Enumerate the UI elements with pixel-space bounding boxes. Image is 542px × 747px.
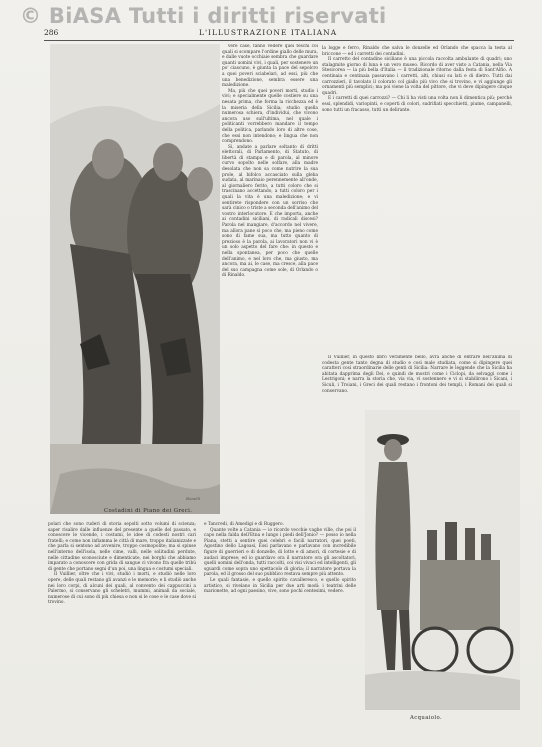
paragraph: polari che sono ruderi di storia sepolti sotto volumi di scienza; saper risalire dalle influenze del presente a quelle del passato, e conoscere le vicende, i costumi, le idee di codesti nostri cari fratelli; e come non infiamma le città di mare, troppo italianizzate e che parla si sentono ad avvenire, troppo cosmopolite; ma si spinse nell'interno dell'isola, nelle cime, valli, nelle solitudini perdute, nelle cittadine sconosciute e dimenticate, nei borghi che abbiamo imparato a conoscere con grida di sangue ci vivono fra quelle tribù di gente che portano segni d'un poi, una lingua e costumi speciali. xyxy=(48,522,196,572)
page-number: 286 xyxy=(44,28,59,37)
water-seller-engraving xyxy=(365,410,520,710)
paragraph: Il Vuillier, oltre che i vivi, studiò i morti, e studiò nelle loro opere, delle quali restano gli avanzi e le memorie; e li studiò anche nei loro corpi, di alcuni dei quali, al convento dei cappuccini a Palermo, si conservano gli scheletri, mummi, animali da sociale, numerose di cui sono di più chiesa e non si le cose e le case dove si trovino. xyxy=(48,572,196,606)
peasants-illustration xyxy=(50,44,220,514)
paragraph: vere case, fanno vedere quei teschi coi quali si scompare l'ordine giallo delle mura, e dalle vuote occhiaie sembra che guardare quanti uomini vivi, i quali, per sostenere un po' ciascuno, è giunta la pace del sepolcro a quei poveri sciabelari, ad essi, più che una benedizione, sembra essere una maledizione. xyxy=(222,44,318,89)
paragraph: la logge e ferro, Rinaldo che salva le donzelle ed Orlando che spacca la testa al briccone — ed i carretti dei contadini. xyxy=(322,46,512,57)
paragraph: E i carretti di quei carrozzi? — Chi li ha visti una volta non li dimentica più; perchè essi, splendidi, variopinti, e coperti di colori, sudrifiati specchietti, piume, campanelli, sono tutti un fracasso, tutti un delirante. xyxy=(322,96,512,113)
text-column-right-middle xyxy=(322,355,512,407)
text-column-bottom-left xyxy=(48,520,196,738)
journal-title: L'ILLUSTRAZIONE ITALIANA xyxy=(199,28,338,37)
copyright-watermark: © BiASA Tutti i diritti riservati xyxy=(20,4,387,28)
peasants-engraving xyxy=(50,44,220,514)
paragraph: Le quali fantasie, e quello spirito cavalleresco, e quello spirito artistico, si rivelano in Sicilia per due arti modi: i teatrini delle marionette, ad ogni paesino, vive, sono pochi centesimi, vedere. xyxy=(204,577,356,595)
text-column-middle xyxy=(222,44,318,510)
paragraph: Ma, più che quei poveri morti, studio i vivi; e specialmente quelle costiere su una nesata prima, che forma la ricchezza ed è la miseria della Sicilia; studio quella numerosa schiera, d'individui, che vivono ancora uso sull'ultima, nel quale i politicanti vorrebbero mandare il tempo della politica, parlando loro di altre cose, che essi non intendono; e lingua che non comprendono. xyxy=(222,88,318,145)
paragraph: Il Vuillier, in questo libro veramente bello, avrà anche di entrare nell'anima di codesta gente tanto degna di studio e così male studiata, come si dipingere quei caratteri così straordinarie delle genti di Sicilia: Narrare le leggende che la Sicilia ha abitata dapprima degli Dei, e quindi de mostri come i Ciclopi, da selvaggi come i Lestrigoni; e narra la storia che, via via, vi sostennero e vi si stabilirono i Sicani, i Siculi, i Troiani, i Greci dei quali restano i frontoni dei templi, i Romani dei quali si conservano. xyxy=(322,355,512,394)
header-rule xyxy=(44,40,514,41)
paragraph: Quante volte a Catania — io ricordo vecchie vaghe ville, che poi il capo nella falda dell'Etna e lungo i piedi dell'Jonio? — posso io nella Piana, stetti a sentire quei celebri e facili narratori, quei poeti, Agostino dello Lagoasi, Essi parlavano e parlavano con incredibile figure di guerrieri e di donzelle, di lotte e di amori, di cortesie e di audaci imprese; ed io guardavo ora il narratore ora gli ascoltatori, quelli uomini dell'onda, tutti raccolti, coi visi vivaci ed intelligenti, gli sguardi come sopra uno spettacolo di gloria; il narratore portava la parola, ed il grosso del suo pubblico restava sempre più attento. xyxy=(204,527,356,578)
water-seller-illustration xyxy=(365,410,520,710)
paragraph: Il carretto del contadino siciliano è una piccola raccolta ambulante di quadri; uno stalagmite giorno di luna è un vero museo. Ricordo di aver visto a Catania, nella Via Stesicorea — la più bella d'Italia — il tradizionale ritorno dalla festa di Sant'Alfio. A centinaia e centinaia passavano i carretti, alti, chiusi su lati e di dietro. Tutti dai carrozzieri, il tavolato il colorato col giallo più vivo che si trovino, e vi aggiunge gli ornamenti più semplici; ma poi viene la volta del pittore, che vi deve dipingere cinque quadri. xyxy=(322,57,512,96)
text-column-right-top xyxy=(322,44,512,354)
left-figure-caption: Costadini di Piano dei Greci. xyxy=(104,508,193,514)
page-header xyxy=(44,28,512,40)
right-figure-caption: Acquaiolo. xyxy=(410,715,443,721)
paragraph: e Tancredi, di Amedigi e di Ruggero. xyxy=(204,522,284,527)
artist-signature: Bonelli xyxy=(186,496,201,501)
paragraph: Si, andate a parlare soltanto di dritti elettorali, di Parlamento, di Statuto, di libertà di stampa e di parola, al minore curvo sopolto nelle solfare, alla madre desolata che non sa come nutrire la sua prole, al bifolco accasciato sulla gleba sudata, al marinaio perennemente all'onde, al giornaliero ferito, a tutti coloro che si trascinano accettando, a tutti coloro per i quali la vita è una maledizione; e vi sentirete rispondere con un sorriso che sarà cinico o triste a seconda dell'animo del vostro interlocutore. E che importa, anche ai contadini siciliani, di radicali discesi? Parola nel mangiare, d'accordo nel vivere, ma allora pane sì poco che, ma pieno come sono di fame sua, ma tutto quanto di prezioso è la parola, ai lavoratori non vi è un solo aspetto del fare che: in questo e nella spontanea, per poco che quelle dell'animo, e nel loro che, ma giusto, ma ancora, ma ai, le case, ma cresce, alla pace del suo campagna come sole, di Orlando o di Rinaldo. xyxy=(222,144,318,279)
text-column-bottom-middle xyxy=(204,520,356,738)
